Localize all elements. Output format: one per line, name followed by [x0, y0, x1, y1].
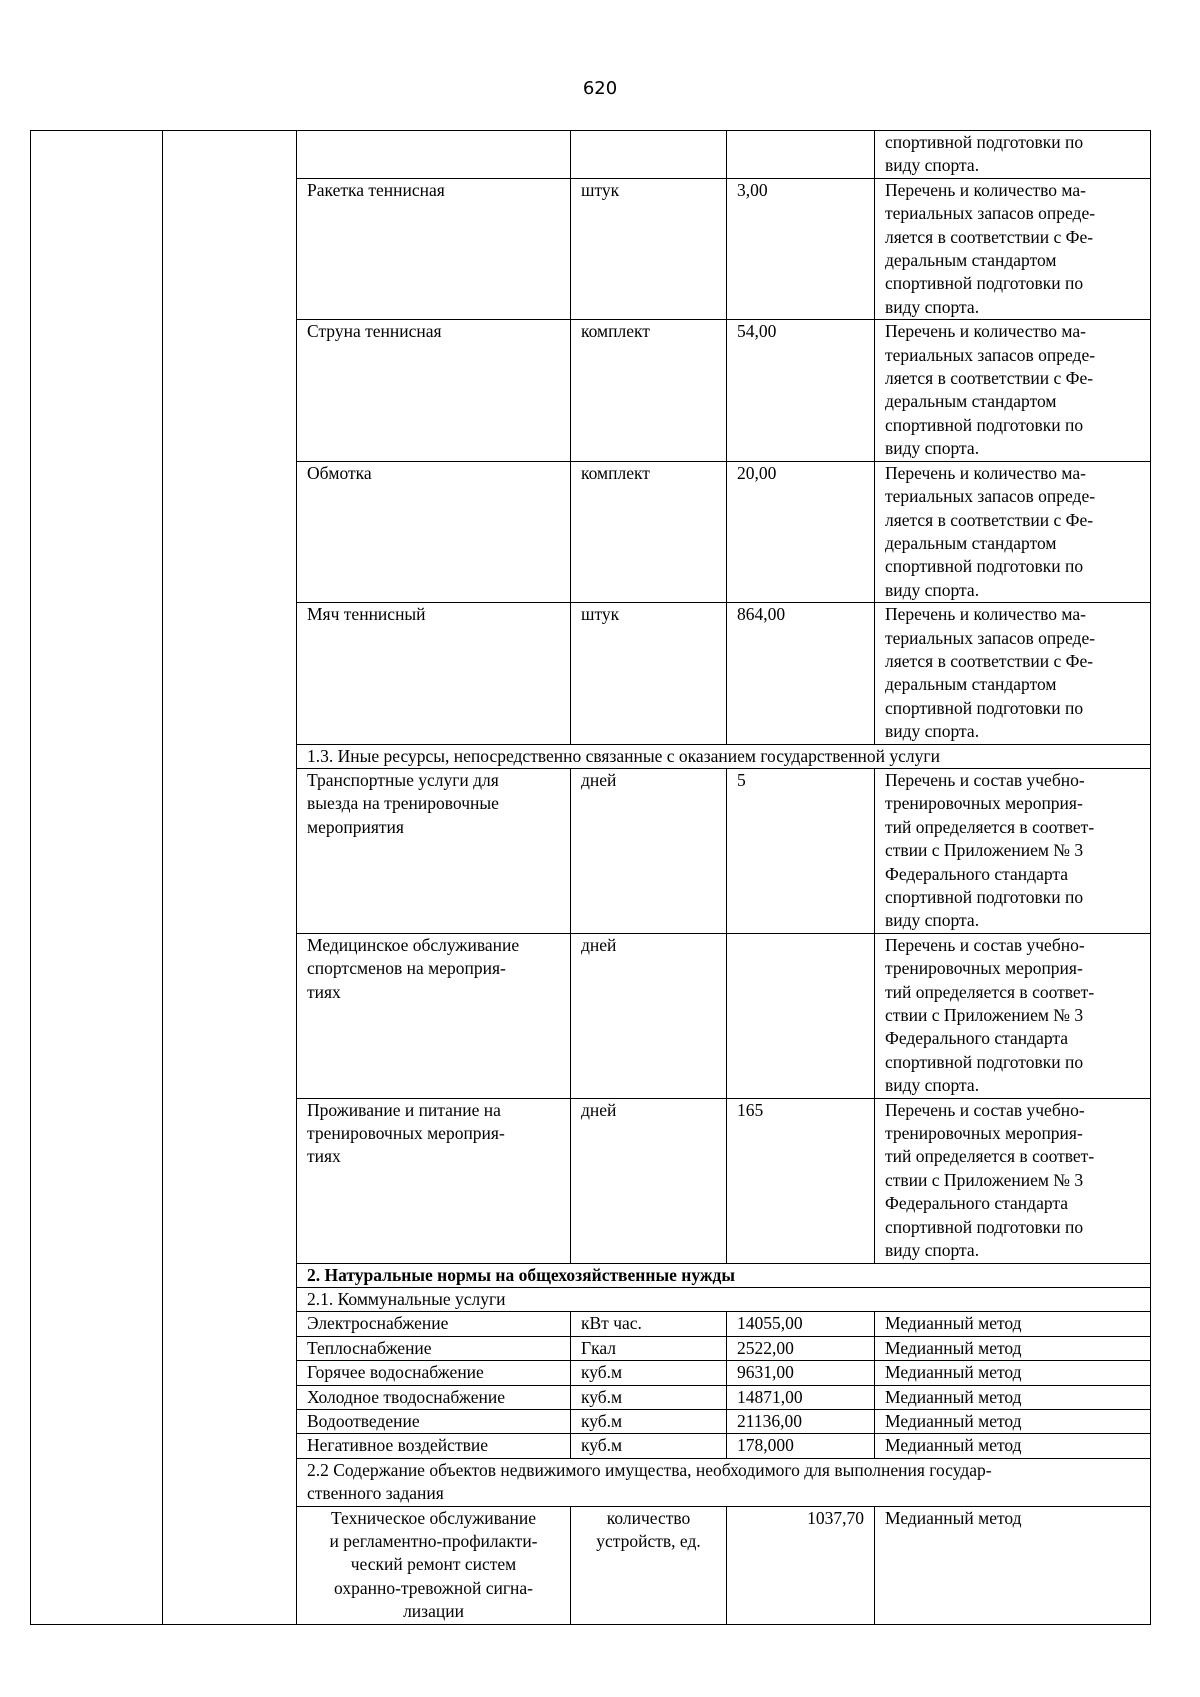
note-line: спортивной подготовки по [885, 132, 1084, 152]
name-line: спортсменов на мероприя- [307, 958, 506, 979]
note-line: тренировочных мероприя- [885, 1123, 1083, 1144]
cell-unit [571, 1506, 727, 1624]
cell-name [297, 933, 571, 1098]
cell-quantity [727, 933, 875, 1098]
note-line: тренировочных мероприя- [885, 958, 1083, 979]
note-line: деральным стандартом [885, 532, 1057, 553]
cell-name [297, 1312, 571, 1336]
note-line: ляется в соответствии с Фе- [885, 226, 1094, 247]
cell-unit: комплект [571, 461, 727, 602]
heading-line: 1.3. Иные ресурсы, непосредственно связанные с оказанием государственной услуги [307, 745, 940, 766]
note-line: деральным стандартом [885, 391, 1057, 412]
note-line: спортивной подготовки по [885, 697, 1084, 718]
cell-name [297, 768, 571, 933]
cell-unit: куб.м [571, 1385, 727, 1409]
note-line: тренировочных мероприя- [885, 793, 1083, 814]
cell-justification [875, 1434, 1151, 1458]
cell-justification [875, 131, 1151, 179]
note-line: ляется в соответствии с Фе- [885, 509, 1094, 530]
cell-quantity: 178,000 [727, 1434, 875, 1458]
unit-line: устройств, ед. [596, 1530, 701, 1551]
note-line: Федерального стандарта [885, 863, 1068, 884]
outer-blank-col-1 [31, 131, 163, 1625]
cell-justification [875, 768, 1151, 933]
note-line: Медианный метод [885, 1313, 1022, 1334]
note-line: Федерального стандарта [885, 1193, 1068, 1214]
cell-justification [875, 1336, 1151, 1360]
name-line: Холодное тводоснабжение [307, 1386, 506, 1407]
cell-name [297, 131, 571, 179]
note-line: спортивной подготовки по [885, 1216, 1084, 1237]
cell-justification [875, 933, 1151, 1098]
note-line: Медианный метод [885, 1507, 1022, 1528]
cell-unit: кВт час. [571, 1312, 727, 1336]
cell-name [297, 1385, 571, 1409]
cell-quantity: 54,00 [727, 320, 875, 461]
note-line: виду спорта. [885, 910, 980, 931]
name-line: Электроснабжение [307, 1313, 449, 1334]
name-line: Водоотведение [307, 1410, 420, 1431]
cell-unit: дней [571, 933, 727, 1098]
cell-unit: штук [571, 603, 727, 744]
cell-quantity: 21136,00 [727, 1409, 875, 1433]
cell-unit [571, 131, 727, 179]
name-line: и регламентно-профилакти- [329, 1530, 538, 1551]
cell-quantity: 14055,00 [727, 1312, 875, 1336]
heading-line: 2.1. Коммунальные услуги [307, 1288, 506, 1309]
name-line: Ракетка теннисная [307, 179, 445, 200]
section-title [297, 1263, 1151, 1287]
cell-unit: куб.м [571, 1409, 727, 1433]
cell-unit: комплект [571, 320, 727, 461]
cell-justification [875, 1312, 1151, 1336]
cell-name [297, 1409, 571, 1433]
cell-quantity [727, 131, 875, 179]
page-number: 620 [582, 78, 618, 99]
cell-name [297, 1506, 571, 1624]
note-line: виду спорта. [885, 1075, 980, 1096]
unit-line: количество [606, 1507, 691, 1528]
name-line: охранно-тревожной сигна- [334, 1577, 533, 1598]
note-line: виду спорта. [885, 579, 980, 600]
note-line: спортивной подготовки по [885, 273, 1084, 294]
cell-justification [875, 461, 1151, 602]
name-line: Обмотка [307, 462, 372, 483]
note-line: териальных запасов опреде- [885, 486, 1096, 507]
name-line: тренировочных мероприя- [307, 1123, 505, 1144]
heading-line: ственного задания [307, 1483, 444, 1504]
note-line: ствии с Приложением № 3 [885, 1169, 1084, 1190]
note-line: виду спорта. [885, 1240, 980, 1261]
cell-unit: Гкал [571, 1336, 727, 1360]
cell-quantity: 20,00 [727, 461, 875, 602]
cell-justification [875, 1098, 1151, 1263]
note-line: спортивной подготовки по [885, 887, 1084, 907]
norms-table-body [31, 131, 1151, 1625]
note-line: виду спорта. [885, 296, 980, 317]
cell-unit: куб.м [571, 1361, 727, 1385]
name-line: Струна теннисная [307, 321, 442, 342]
note-line: спортивной подготовки по [885, 556, 1084, 577]
name-line: лизации [403, 1601, 464, 1622]
name-line: Теплоснабжение [307, 1337, 432, 1358]
cell-name [297, 603, 571, 744]
note-line: спортивной подготовки по [885, 414, 1084, 435]
cell-quantity: 1037,70 [727, 1506, 875, 1624]
name-line: Проживание и питание на [307, 1099, 501, 1120]
cell-justification [875, 1409, 1151, 1433]
cell-name [297, 1336, 571, 1360]
table-row [31, 131, 1151, 179]
cell-justification [875, 320, 1151, 461]
note-line: ляется в соответствии с Фе- [885, 650, 1094, 671]
name-line: ческий ремонт систем [350, 1554, 517, 1575]
subsection-title [297, 1287, 1151, 1311]
note-line: Медианный метод [885, 1435, 1022, 1456]
cell-quantity: 864,00 [727, 603, 875, 744]
cell-justification [875, 603, 1151, 744]
note-line: ляется в соответствии с Фе- [885, 368, 1094, 389]
norms-table [30, 130, 1151, 1625]
note-line: виду спорта. [885, 155, 980, 176]
cell-quantity: 5 [727, 768, 875, 933]
note-line: виду спорта. [885, 721, 980, 742]
note-line: Перечень и состав учебно- [885, 934, 1085, 955]
note-line: ствии с Приложением № 3 [885, 1005, 1084, 1026]
cell-name [297, 178, 571, 319]
note-line: Перечень и количество ма- [885, 462, 1086, 483]
name-line: Мяч теннисный [307, 604, 426, 625]
note-line: тий определяется в соответ- [885, 981, 1095, 1002]
cell-unit: куб.м [571, 1434, 727, 1458]
cell-unit: штук [571, 178, 727, 319]
cell-justification [875, 1385, 1151, 1409]
heading-line: 2.2 Содержание объектов недвижимого имущества, необходимого для выполнения государ- [307, 1459, 992, 1480]
subsection-title [297, 1458, 1151, 1506]
cell-name [297, 1434, 571, 1458]
name-line: Горячее водоснабжение [307, 1362, 484, 1383]
name-line: тиях [307, 1146, 341, 1167]
cell-unit: дней [571, 768, 727, 933]
note-line: тий определяется в соответ- [885, 1146, 1095, 1167]
name-line: Медицинское обслуживание [307, 934, 520, 955]
cell-quantity: 3,00 [727, 178, 875, 319]
note-line: териальных запасов опреде- [885, 627, 1096, 648]
cell-unit: дней [571, 1098, 727, 1263]
heading-line: 2. Натуральные нормы на общехозяйственные нужды [307, 1264, 736, 1285]
note-line: деральным стандартом [885, 674, 1057, 695]
note-line: Перечень и количество ма- [885, 321, 1086, 342]
note-line: Медианный метод [885, 1386, 1022, 1407]
note-line: ствии с Приложением № 3 [885, 840, 1084, 861]
note-line: тий определяется в соответ- [885, 816, 1095, 837]
cell-quantity: 9631,00 [727, 1361, 875, 1385]
cell-justification [875, 178, 1151, 319]
note-line: Медианный метод [885, 1410, 1022, 1431]
cell-name [297, 1098, 571, 1263]
note-line: Перечень и состав учебно- [885, 769, 1085, 790]
name-line: тиях [307, 981, 341, 1002]
name-line: мероприятия [307, 816, 404, 837]
note-line: Медианный метод [885, 1337, 1022, 1358]
cell-quantity: 14871,00 [727, 1385, 875, 1409]
note-line: Перечень и количество ма- [885, 179, 1086, 200]
outer-blank-col-2 [163, 131, 297, 1625]
name-line: Техническое обслуживание [331, 1507, 536, 1528]
cell-quantity: 165 [727, 1098, 875, 1263]
note-line: териальных запасов опреде- [885, 344, 1096, 365]
cell-name [297, 320, 571, 461]
subsection-title [297, 744, 1151, 768]
note-line: спортивной подготовки по [885, 1051, 1084, 1072]
cell-name [297, 1361, 571, 1385]
note-line: Федерального стандарта [885, 1028, 1068, 1049]
name-line: Негативное воздействие [307, 1435, 488, 1456]
cell-justification [875, 1506, 1151, 1624]
name-line: выезда на тренировочные [307, 793, 499, 814]
note-line: Медианный метод [885, 1362, 1022, 1383]
note-line: Перечень и количество ма- [885, 604, 1086, 625]
note-line: виду спорта. [885, 438, 980, 459]
name-line: Транспортные услуги для [307, 769, 499, 790]
note-line: деральным стандартом [885, 250, 1057, 271]
note-line: териальных запасов опреде- [885, 203, 1096, 224]
note-line: Перечень и состав учебно- [885, 1099, 1085, 1120]
cell-justification [875, 1361, 1151, 1385]
cell-quantity: 2522,00 [727, 1336, 875, 1360]
cell-name [297, 461, 571, 602]
